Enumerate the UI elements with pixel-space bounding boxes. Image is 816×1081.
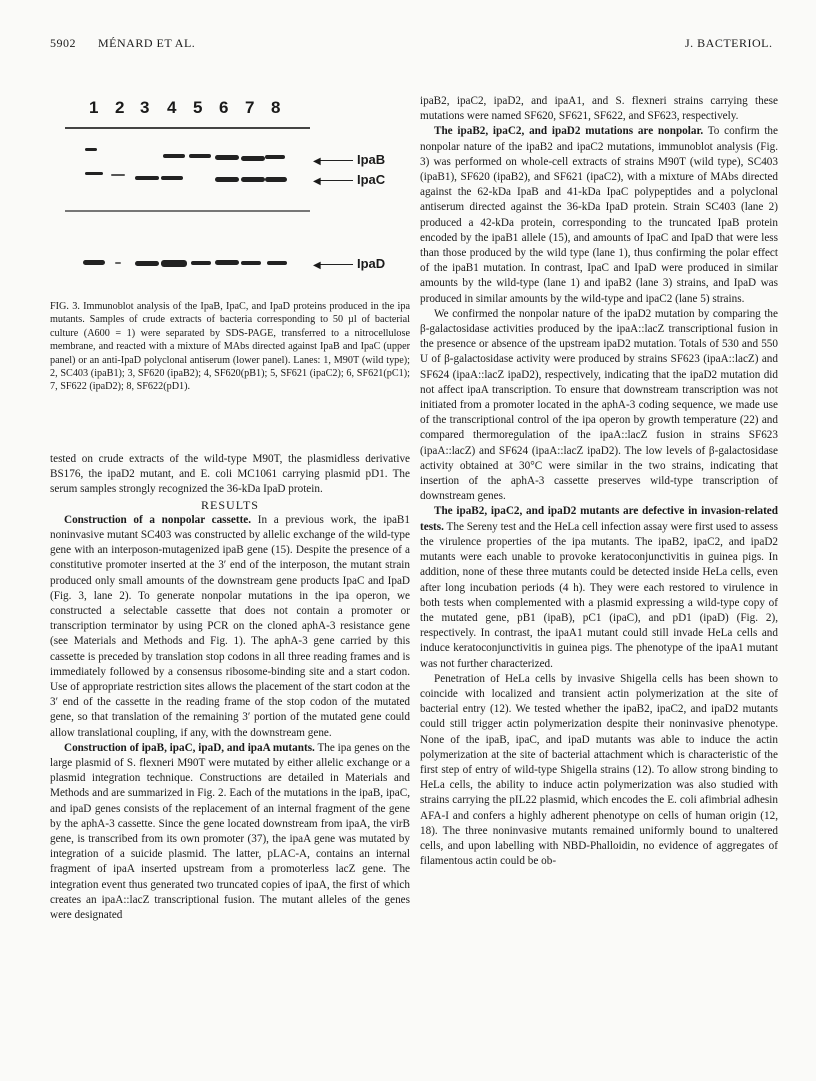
blot-band xyxy=(161,260,187,267)
blot-band xyxy=(215,260,239,265)
paragraph-body: In a previous work, the ipaB1 noninvasive mutant SC403 was constructed by allelic exchange of the wild-type gene with an interposon-mutagenized ipaB gene (15). Despite the presence of a constitutive promoter inserted at the 3′ end of the interposon, the mutant strain produced only small amounts of the downstream gene products IpaC and IpaD (Fig. 3, lane 2). To generate nonpolar mutations in the ipa operon, we constructed a selectable cassette that does not contain a promoter or transcription terminator by using PCR on the cloned aphA-3 resistance gene (see Materials and Methods and Fig. 1). The aphA-3 gene carried by this cassette is preceded by translation stop codons in all three reading frames and is immediately followed by a consensus ribosome-binding site and a start codon. Use of appropriate restriction sites allows the placement of the start codon at the 3′ end of the cassette in the reading frame of the stop codon of the mutated gene, so that translation of the remaining 3′ portion of the mutated gene could allow translational coupling, if any, with the downstream gene. xyxy=(50,513,410,739)
blot-band xyxy=(111,174,125,176)
page-number: 5902 xyxy=(50,36,76,50)
lane-number: 3 xyxy=(140,98,150,117)
arrow-line xyxy=(317,180,353,181)
paragraph: We confirmed the nonpolar nature of the ipaD2 mutation by comparing the β-galactosidase activities produced by the ipaA::lacZ transcriptional fusion in the presence or absence of the upstream ipaD2 mutation. Totals of 530 and 550 U of β-galactosidase activity were produced by strains SF623 (ipaA::lacZ) and SF624 (ipaA::lacZ ipaD2), respectively, indicating that the ipaD2 mutation did not affect ipaA transcription. To ensure that downstream transcription was not initiated from a promoter located in the aphA-3 coding sequence, we made use of the transcriptional control of the ipa operon by growth temperature (22) and compared thermoregulation of the ipaA::lacZ fusion in strains SF623 (ipaA::lacZ) and SF624 (ipaA::lacZ ipaD2). The low levels of β-galactosidase activity obtained at 30°C were similar in the two strains, indicating that insertion of the aphA-3 cassette preserves wild-type transcription of downstream genes. xyxy=(420,307,778,503)
blot-band xyxy=(85,148,97,151)
lane-number: 2 xyxy=(115,98,125,117)
label-ipad: IpaD xyxy=(357,256,386,271)
arrow-line xyxy=(317,160,353,161)
panel-divider xyxy=(65,210,310,212)
blot-band xyxy=(189,154,211,158)
paragraph: ipaB2, ipaC2, ipaD2, and ipaA1, and S. flexneri strains carrying these mutations were named SF620, SF621, SF622, and SF623, respectively. xyxy=(420,95,778,123)
blot-band xyxy=(83,260,105,265)
paragraph-body: The ipa genes on the large plasmid of S. flexneri M90T were mutated by either allelic exchange or a plasmid integration technique. Constructions are detailed in Materials and Methods and are summarized in Fig. 2. Each of the mutations in the ipaB, ipaC, and ipaD genes consists of the replacement of an internal fragment of the gene by the aphA-3 cassette. Since the gene located downstream from ipaA, the virB gene, is transcribed from its own promoter (37), the ipaA gene was mutated by integration of a suicide plasmid. The latter, pLAC-A, contains an internal fragment of ipaA inserted upstream from a promoterless lacZ gene. The integration event thus generated two truncated copies of ipaA, the first of which creates an ipaA::lacZ transcriptional fusion. The mutant alleles of the genes were designated xyxy=(50,741,411,922)
paragraph-title: The ipaB2, ipaC2, and ipaD2 mutants are defective in invasion-related tests. xyxy=(420,505,778,533)
blot-band xyxy=(265,177,287,182)
paragraph xyxy=(420,504,778,671)
paragraph-body: To confirm the nonpolar nature of the ipaB2 and ipaC2 mutations, immunoblot analysis (Fig. 3) was performed on whole-cell extracts of strains M90T (wild type), SC403 (ipaB1), SF620 (ipaB2), and SF621 (ipaC2), with a mixture of MAbs directed against the 62-kDa IpaB and 41-kDa IpaC polypeptides and a polyclonal antiserum directed against the 36-kDa IpaD protein. Strain SC403 (lane 2) produced a 42-kDa protein, corresponding to the truncated IpaB protein encoded by the ipaB1 allele (15), and amounts of IpaC and IpaD that were less than those produced by the wild type (lane 1), thus confirming the polar effect of the ipaB1 mutation. In contrast, IpaC and IpaD were produced in similar amounts by the wild-type (lane 1) and ipaB2 (lane 3) strains, and IpaD was produced in similar amounts by the wild-type and ipaC2 (lane 5) strains. xyxy=(420,125,778,305)
blot-band xyxy=(161,176,183,180)
paragraph xyxy=(50,513,410,741)
section-heading-results: RESULTS xyxy=(201,497,259,512)
blot-band xyxy=(241,156,265,161)
lane-number: 8 xyxy=(271,98,281,117)
lane-number: 7 xyxy=(245,98,255,117)
journal-name: J. BACTERIOL. xyxy=(685,36,773,50)
paragraph-body: The Sereny test and the HeLa cell infection assay were first used to assess the virulence properties of the ipa mutants. The ipaB2, ipaC2, and ipaD2 mutants were each unable to provoke keratoconjunctivitis in guinea pigs. In addition, none of these three mutants could be detected inside HeLa cells, even after long incubation periods (4 h). They were each restored to virulence in both tests when complemented with a plasmid expressing a wild-type copy of the mutated gene, pB1 (ipaB), pC1 (ipaC), and pD1 (ipaD) (Fig. 2), respectively. In contrast, the ipaA1 mutant could still invade HeLa cells and induce keratoconjunctivitis in guinea pigs. The phenotype of the ipaA1 mutant was not further characterized. xyxy=(420,520,778,670)
figure-caption-text: FIG. 3. Immunoblot analysis of the IpaB, IpaC, and IpaD proteins produced in the ipa mutants. Samples of crude extracts of bacteria corresponding to 50 µl of bacterial culture (A600 = 1) were separated by SDS-PAGE, transferred to a nitrocellulose membrane, and reacted with a mixture of MAbs directed against IpaB and IpaC (upper panel) or an anti-IpaD polyclonal antiserum (lower panel). Lanes: 1, M90T (wild type); 2, SC403 (ipaB1); 3, SF620 (ipaB2); 4, SF620(pB1); 5, SF621 (ipaC2); 6, SF621(pC1); 7, SF622 (ipaD2); 8, SF622(pD1). xyxy=(50,301,410,393)
label-ipac: IpaC xyxy=(357,172,386,187)
paragraph-title: The ipaB2, ipaC2, and ipaD2 mutations are nonpolar. xyxy=(434,125,704,138)
arrow-head-icon: ◀ xyxy=(313,260,321,271)
lane-number: 6 xyxy=(219,98,229,117)
arrow-head-icon: ◀ xyxy=(313,156,321,167)
paragraph: tested on crude extracts of the wild-type M90T, the plasmidless derivative BS176, the ipaD2 mutant, and E. coli MC1061 carrying plasmid pD1. The serum samples strongly recognized the 36-kDa IpaD protein. xyxy=(50,453,410,496)
paragraph-title: Construction of ipaB, ipaC, ipaD, and ipaA mutants. xyxy=(64,741,315,754)
left-column xyxy=(50,452,410,923)
lane-number: 5 xyxy=(193,98,203,117)
blot-band xyxy=(135,261,159,266)
blot-band xyxy=(215,155,239,160)
lane-number: 1 xyxy=(89,98,99,117)
label-ipab: IpaB xyxy=(357,152,386,167)
blot-band xyxy=(215,177,239,182)
blot-band xyxy=(265,155,285,159)
right-column xyxy=(420,94,778,869)
blot-band xyxy=(267,261,287,265)
blot-band xyxy=(115,262,121,264)
immunoblot-figure xyxy=(55,90,415,300)
blot-band xyxy=(191,261,211,265)
blot-band xyxy=(163,154,185,158)
blot-band xyxy=(241,261,261,265)
paragraph xyxy=(50,741,410,923)
blot-band xyxy=(135,176,159,180)
paragraph-title: Construction of a nonpolar cassette. xyxy=(64,513,252,526)
blot-band xyxy=(241,177,265,182)
arrow-head-icon: ◀ xyxy=(313,176,321,187)
upper-panel-top-border xyxy=(65,127,310,129)
paragraph: Penetration of HeLa cells by invasive Shigella cells has been shown to coincide with localized and transient actin polymerization at the site of bacterial entry (12). We tested whether the ipaB2, ipaC2, and ipaD2 mutants could still trigger actin polymerization despite their noninvasive phenotype. None of the ipaB, ipaC, and ipaD mutants was able to induce the actin polymerization at the site of bacterial attachment which is characteristic of the first step of entry of wild-type Shigella strains (12). To allow strong binding to HeLa cells, the ability to induce actin polymerization was also studied with strains carrying the pIL22 plasmid, which encodes the E. coli afimbrial adhesin AFA-I and confers a highly adherent phenotype on cells of human origin (12, 18). The three noninvasive mutants remained uniformly bound to unaltered cells, and upon labelling with NBD-Phalloidin, no evidence of aggregates of filamentous actin could be ob- xyxy=(420,672,778,868)
running-authors: MÉNARD ET AL. xyxy=(98,36,196,50)
blot-band xyxy=(85,172,103,175)
figure-caption xyxy=(50,300,410,394)
arrow-line xyxy=(317,264,353,265)
paragraph xyxy=(420,124,778,306)
lane-number: 4 xyxy=(167,98,177,117)
